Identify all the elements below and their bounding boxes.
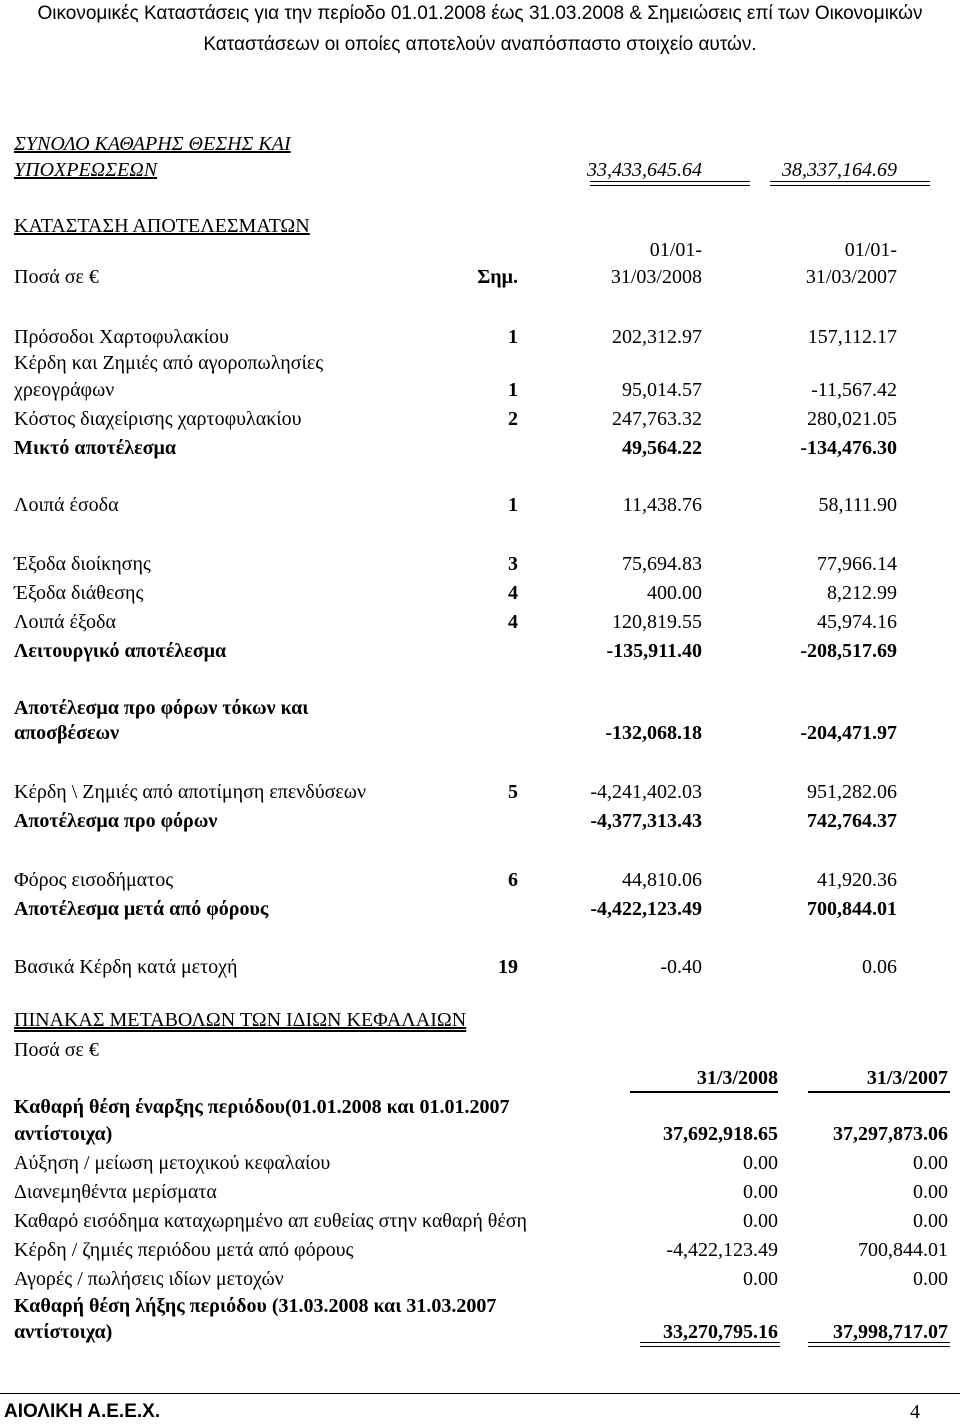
income-row-label: Έξοδα διάθεσης [14, 582, 144, 604]
eps-label: Βασικά Κέρδη κατά μετοχή [14, 956, 238, 978]
income-row-note: 3 [508, 553, 518, 575]
income-row-note: 1 [508, 379, 518, 401]
income-row-value-2008: 202,312.97 [612, 326, 702, 348]
equity-row-value-2008: 0.00 [743, 1152, 778, 1174]
footer-company: ΑΙΟΛΙΚΗ Α.Ε.Ε.Χ. [4, 1401, 161, 1422]
ebitda-label: Αποτέλεσμα προ φόρων τόκων και [14, 697, 309, 719]
income-row-value-2008: 75,694.83 [622, 553, 702, 575]
closing-equity-underline-2008 [640, 1342, 780, 1347]
income-row-value-2008: 11,438.76 [622, 494, 702, 516]
income-row-value-2008: 95,014.57 [622, 379, 702, 401]
income-row-value-2007: 58,111.90 [818, 494, 897, 516]
equity-row-label: Κέρδη / ζημιές περιόδου μετά από φόρους [14, 1239, 354, 1261]
operating-result-label: Λειτουργικό αποτέλεσμα [14, 640, 227, 662]
income-row-note: 6 [508, 869, 518, 891]
pretax-result-label: Αποτέλεσμα προ φόρων [14, 810, 218, 832]
equity-col2-header: 31/3/2007 [866, 1067, 948, 1089]
page-header-line-2: Καταστάσεων οι οποίες αποτελούν αναπόσπαστο στοιχείο αυτών. [203, 34, 757, 55]
income-row-note: 4 [508, 582, 518, 604]
col1-header-line-2: 31/03/2008 [610, 266, 702, 288]
equity-changes-title: ΠΙΝΑΚΑΣ ΜΕΤΑΒΟΛΩΝ ΤΩΝ ΙΔΙΩΝ ΚΕΦΑΛΑΙΩΝ [14, 1009, 467, 1031]
total-underline-2007 [770, 181, 930, 186]
income-row-note: 5 [508, 781, 518, 803]
eps-2007: 0.06 [862, 956, 897, 978]
after-tax-result-label: Αποτέλεσμα μετά από φόρους [14, 898, 269, 920]
income-statement-title: ΚΑΤΑΣΤΑΣΗ ΑΠΟΤΕΛΕΣΜΑΤΩΝ [14, 215, 310, 237]
total-value-2007: 38,337,164.69 [782, 159, 897, 181]
closing-equity-2008: 33,270,795.16 [663, 1321, 778, 1343]
income-row-label: Κέρδη \ Ζημιές από αποτίμηση επενδύσεων [14, 781, 367, 803]
equity-amounts-label: Ποσά σε € [14, 1039, 99, 1061]
equity-col1-header: 31/3/2008 [696, 1067, 778, 1089]
equity-row-label: Διανεμηθέντα μερίσματα [14, 1181, 217, 1203]
total-value-2008: 33,433,645.64 [587, 159, 702, 181]
equity-row-value-2007: 700,844.01 [858, 1239, 948, 1261]
income-row-label: Κόστος διαχείρισης χαρτοφυλακίου [14, 408, 302, 430]
closing-equity-label-cont: αντίστοιχα) [14, 1321, 113, 1343]
income-row-value-2008: 44,810.06 [622, 869, 702, 891]
equity-row-value-2007: 0.00 [913, 1152, 948, 1174]
note-header: Σημ. [477, 266, 518, 288]
income-row-label: Λοιπά έξοδα [14, 611, 116, 633]
pretax-result-2008: -4,377,313.43 [590, 810, 702, 832]
operating-result-2007: -208,517.69 [800, 640, 897, 662]
opening-equity-2008: 37,692,918.65 [663, 1123, 778, 1145]
income-row-label: Κέρδη και Ζημιές από αγοροπωλησίες [14, 352, 324, 374]
after-tax-result-2007: 700,844.01 [807, 898, 897, 920]
equity-row-label: Αγορές / πωλήσεις ιδίων μετοχών [14, 1268, 284, 1290]
income-row-label: Πρόσοδοι Χαρτοφυλακίου [14, 326, 229, 348]
total-underline-2008 [590, 181, 750, 186]
col2-header-line-1: 01/01- [844, 239, 897, 261]
total-label-line-2: ΥΠΟΧΡΕΩΣΕΩΝ [14, 159, 158, 181]
amounts-label: Ποσά σε € [14, 266, 99, 288]
eps-2008: -0.40 [660, 956, 702, 978]
total-label-line-1: ΣΥΝΟΛΟ ΚΑΘΑΡΗΣ ΘΕΣΗΣ ΚΑΙ [14, 133, 291, 155]
ebitda-2007: -204,471.97 [800, 722, 897, 744]
footer-rule [0, 1393, 960, 1394]
income-row-note: 1 [508, 326, 518, 348]
income-row-value-2008: 120,819.55 [612, 611, 702, 633]
equity-row-value-2008: 0.00 [743, 1268, 778, 1290]
income-row-label: Λοιπά έσοδα [14, 494, 119, 516]
ebitda-label-cont: αποσβέσεων [14, 722, 120, 744]
income-row-value-2007: 280,021.05 [807, 408, 897, 430]
income-row-value-2008: 247,763.32 [612, 408, 702, 430]
income-row-label: Φόρος εισοδήματος [14, 869, 174, 891]
income-row-value-2007: 45,974.16 [817, 611, 897, 633]
equity-row-label: Καθαρό εισόδημα καταχωρημένο απ ευθείας στην καθαρή θέση [14, 1210, 528, 1232]
equity-row-value-2007: 0.00 [913, 1181, 948, 1203]
equity-row-value-2007: 0.00 [913, 1268, 948, 1290]
pretax-result-2007: 742,764.37 [807, 810, 897, 832]
gross-result-2007: -134,476.30 [800, 437, 897, 459]
income-row-note: 1 [508, 494, 518, 516]
equity-row-value-2008: 0.00 [743, 1181, 778, 1203]
equity-row-value-2007: 0.00 [913, 1210, 948, 1232]
income-row-value-2007: 77,966.14 [817, 553, 897, 575]
income-row-value-2007: 41,920.36 [817, 869, 897, 891]
income-row-label: Έξοδα διοίκησης [14, 553, 151, 575]
after-tax-result-2008: -4,422,123.49 [590, 898, 702, 920]
income-row-value-2007: 951,282.06 [807, 781, 897, 803]
opening-equity-label: Καθαρή θέση έναρξης περιόδου(01.01.2008 και 01.01.2007 [14, 1096, 510, 1118]
eps-note: 19 [498, 956, 518, 978]
gross-result-label: Μικτό αποτέλεσμα [14, 437, 177, 459]
income-row-label-cont: χρεογράφων [14, 379, 115, 401]
income-row-value-2008: 400.00 [647, 582, 702, 604]
equity-col2-rule [808, 1091, 950, 1093]
col2-header-line-2: 31/03/2007 [805, 266, 897, 288]
income-row-note: 4 [508, 611, 518, 633]
income-row-value-2007: -11,567.42 [811, 379, 897, 401]
closing-equity-2007: 37,998,717.07 [833, 1321, 948, 1343]
ebitda-2008: -132,068.18 [605, 722, 702, 744]
col1-header-line-1: 01/01- [649, 239, 702, 261]
income-row-value-2008: -4,241,402.03 [590, 781, 702, 803]
income-row-value-2007: 157,112.17 [807, 326, 897, 348]
closing-equity-label: Καθαρή θέση λήξης περιόδου (31.03.2008 και 31.03.2007 [14, 1295, 497, 1317]
page-number: 4 [910, 1401, 920, 1423]
income-row-note: 2 [508, 408, 518, 430]
closing-equity-underline-2007 [808, 1342, 950, 1347]
equity-row-value-2008: 0.00 [743, 1210, 778, 1232]
equity-row-label: Αύξηση / μείωση μετοχικού κεφαλαίου [14, 1152, 331, 1174]
equity-row-value-2008: -4,422,123.49 [666, 1239, 778, 1261]
income-row-value-2007: 8,212.99 [827, 582, 897, 604]
equity-col1-rule [630, 1091, 778, 1093]
opening-equity-2007: 37,297,873.06 [833, 1123, 948, 1145]
gross-result-2008: 49,564.22 [622, 437, 702, 459]
operating-result-2008: -135,911.40 [606, 640, 702, 662]
page-header-line-1: Οικονομικές Καταστάσεις για την περίοδο 01.01.2008 έως 31.03.2008 & Σημειώσεις επί των Οικονομικών [37, 3, 923, 24]
opening-equity-label-cont: αντίστοιχα) [14, 1123, 113, 1145]
